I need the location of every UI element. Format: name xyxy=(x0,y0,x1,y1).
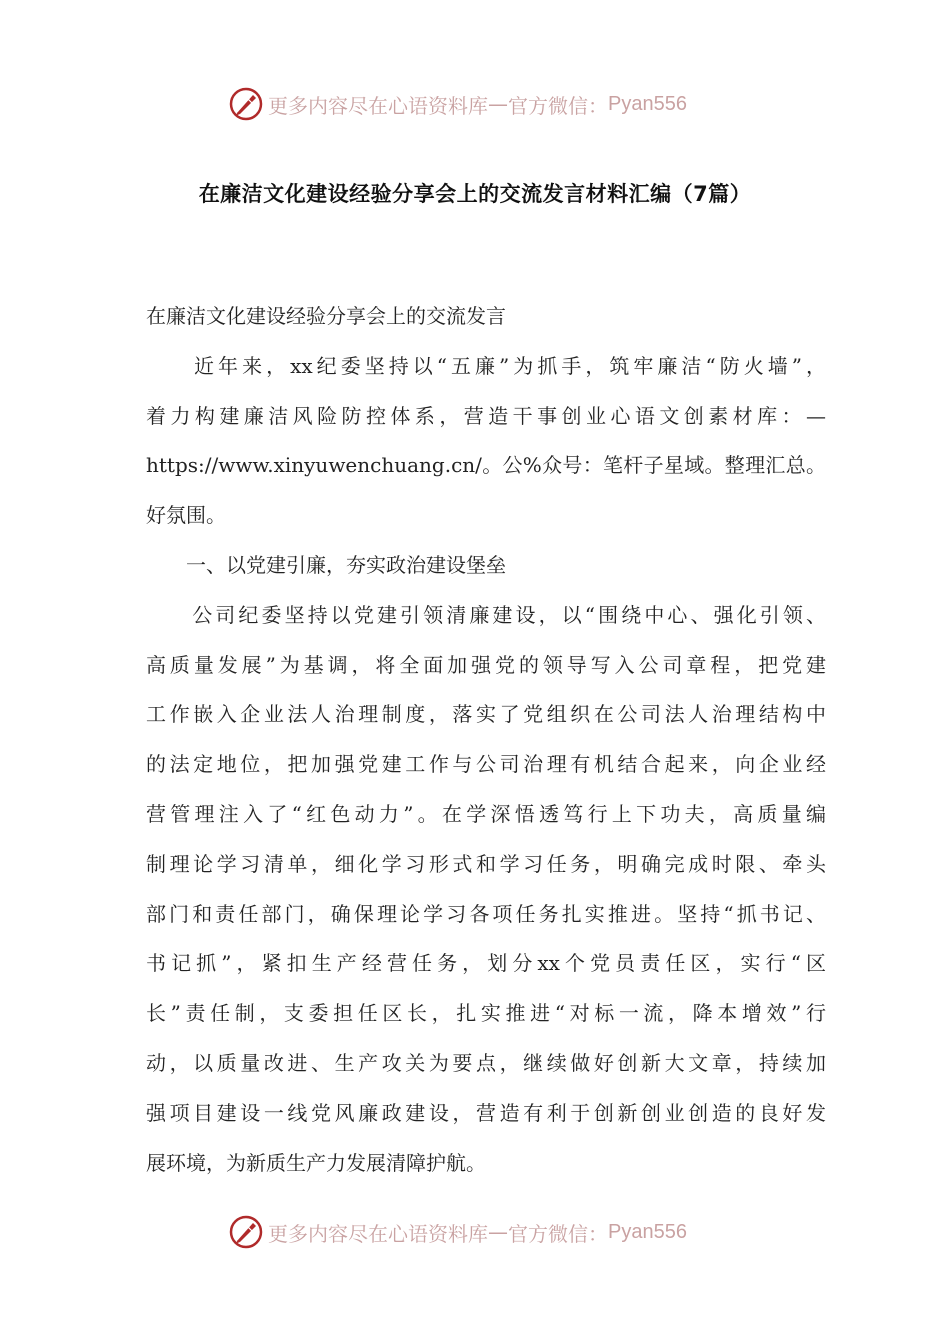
quill-pen-logo-icon xyxy=(228,1214,264,1250)
banner-wechat-id: Pyan556 xyxy=(608,92,687,115)
quill-pen-logo-icon xyxy=(228,86,264,122)
body-line: 着力构建廉洁风险防控体系，营造干事创业心语文创素材库：— xyxy=(146,403,826,428)
body-line: 动，以质量改进、生产攻关为要点，继续做好创新大文章，持续加 xyxy=(146,1050,826,1075)
body-line: 长”责任制，支委担任区长，扎实推进“对标一流，降本增效”行 xyxy=(146,1001,826,1026)
body-line: 好氛围。 xyxy=(146,503,226,528)
document-body xyxy=(146,292,826,1188)
body-line: 部门和责任部门，确保理论学习各项任务扎实推进。坚持“抓书记、 xyxy=(146,901,826,926)
body-line: 书记抓”，紧扣生产经营任务，划分xx个党员责任区，实行“区 xyxy=(146,951,826,976)
body-line: 工作嵌入企业法人治理制度，落实了党组织在公司法人治理结构中 xyxy=(146,702,826,727)
document-title: 在廉洁文化建设经验分享会上的交流发言材料汇编（7篇） xyxy=(198,182,752,206)
body-line: 近年来，xx纪委坚持以“五廉”为抓手，筑牢廉洁“防火墙”， xyxy=(146,353,826,378)
body-line: 展环境，为新质生产力发展清障护航。 xyxy=(146,1150,486,1175)
body-line: 一、以党建引廉，夯实政治建设堡垒 xyxy=(146,552,506,577)
body-line: 高质量发展”为基调，将全面加强党的领导写入公司章程，把党建 xyxy=(146,652,826,677)
banner-dash: — xyxy=(488,92,508,116)
banner-wechat-label: 官方微信： xyxy=(508,93,608,118)
body-line: 强项目建设一线党风廉政建设，营造有利于创新创业创造的良好发 xyxy=(146,1100,826,1125)
body-line: 制理论学习清单，细化学习形式和学习任务，明确完成时限、牵头 xyxy=(146,851,826,876)
banner-wechat-id: Pyan556 xyxy=(608,1220,687,1243)
footer-watermark-banner xyxy=(228,1212,748,1252)
banner-wechat-label: 官方微信： xyxy=(508,1221,608,1246)
banner-dash: — xyxy=(488,1220,508,1244)
banner-text: 更多内容尽在心语资料库 xyxy=(268,93,488,118)
body-line: 的法定地位，把加强党建工作与公司治理有机结合起来，向企业经 xyxy=(146,752,826,777)
body-line: 营管理注入了“红色动力”。在学深悟透笃行上下功夫，高质量编 xyxy=(146,801,826,826)
header-watermark-banner xyxy=(228,84,748,124)
body-line: 公司纪委坚持以党建引领清廉建设，以“围绕中心、强化引领、 xyxy=(146,602,826,627)
body-line: 在廉洁文化建设经验分享会上的交流发言 xyxy=(146,304,506,328)
banner-text: 更多内容尽在心语资料库 xyxy=(268,1221,488,1246)
body-line: https://www.xinyuwenchuang.cn/。公%众号：笔杆子星域。整理汇总。 xyxy=(146,453,826,478)
